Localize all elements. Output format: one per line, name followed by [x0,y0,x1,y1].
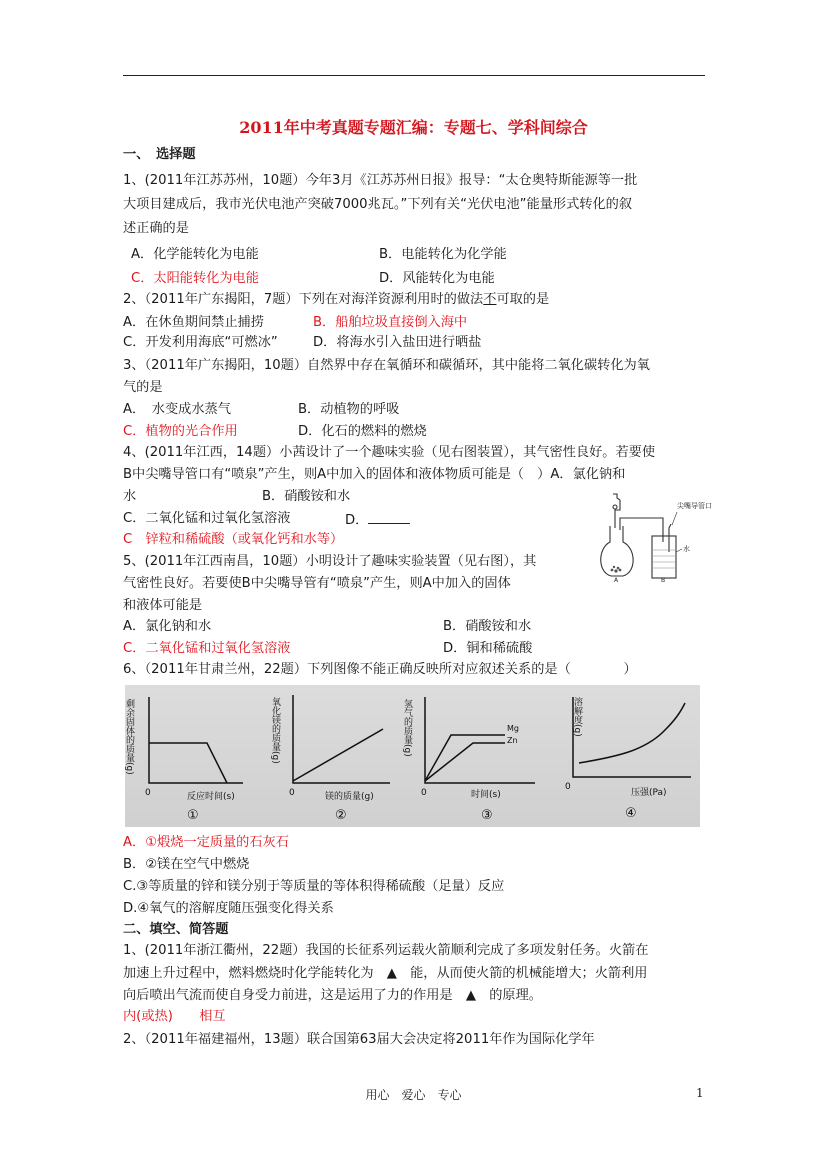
header-rule [123,75,705,76]
page-number: 1 [696,1086,704,1100]
q4-option-b: B．硝酸铵和水 [262,489,351,504]
q3-line2: 气的是 [123,380,163,395]
q5-line1: 5、(2011年江西南昌，10题）小明设计了趣味实验装置（见右图），其 [123,554,537,569]
g4-origin: 0 [565,782,571,792]
q5-line2: 气密性良好。若要使B中尖嘴导管有“喷泉”产生，则A中加入的固体 [123,576,511,591]
q5-option-a: A．氯化钠和水 [123,619,212,634]
g2-number: ② [335,808,347,823]
q4-option-c: C．二氧化锰和过氧化氢溶液 [123,511,291,526]
label-water: 水 [683,545,690,553]
q6-graphs-svg [125,685,700,827]
q1-option-d: D．风能转化为电能 [379,271,495,286]
f1-line2: 加速上升过程中，燃料燃烧时化学能转化为 ▲ 能，从而使火箭的机械能增大；火箭利用 [123,966,648,981]
q2-text-b: 可取的是 [496,292,550,307]
g3-ylabel: 氢气的质量(g) [402,699,412,757]
g3-zn-label: Zn [507,736,518,745]
q2-emphasis: 不 [483,292,497,307]
answer-blank [368,511,410,524]
g2-ylabel: 氧化镁的质量(g) [270,697,280,764]
q6-graphs-figure [125,685,700,827]
q3-line1: 3、（2011年广东揭阳，10题）自然界中存在氧循环和碳循环，其中能将二氧化碳转化为氧 [123,358,650,373]
q6-line1: 6、（2011年甘肃兰州，22题）下列图像不能正确反映所对应叙述关系的是（ ） [123,662,637,677]
q1-line2: 大项目建成后，我市光伏电池产突破7000兆瓦。”下列有关“光伏电池”能量形式转化的叙 [123,197,633,212]
q1-option-c-answer: C．太阳能转化为电能 [131,271,259,286]
label-nozzle: 尖嘴导管口 [677,502,712,510]
g4-number: ④ [625,806,637,821]
label-flask-a: A [614,577,619,582]
q2-option-a: A．在休鱼期间禁止捕捞 [123,315,264,330]
q6-option-d: D.④氧气的溶解度随压强变化得关系 [123,901,334,916]
label-bottle-b: B [661,577,666,582]
g3-number: ③ [481,808,493,823]
q2-option-b-answer: B．船舶垃圾直接倒入海中 [313,315,468,330]
q3-option-d: D．化石的燃料的燃烧 [298,424,427,439]
f1-line1: 1、(2011年浙江衢州，22题）我国的长征系列运载火箭顺利完成了多项发射任务。火箭在 [123,943,649,958]
f1-answer: 内(或热) 相互 [123,1009,226,1024]
g2-origin: 0 [289,788,295,798]
section-heading-choice: 一、 选择题 [123,147,196,162]
q3-option-c-answer: C．植物的光合作用 [123,424,238,439]
q6-option-a-answer: A．①煅烧一定质量的石灰石 [123,835,289,850]
page-footer: 用心 爱心 专心 [365,1088,462,1102]
q4-line1: 4、(2011年江西，14题）小茜设计了一个趣味实验（见右图装置），其气密性良好。若要使 [123,445,656,460]
q1-line3: 述正确的是 [123,221,189,236]
q6-option-c: C.③等质量的锌和镁分别于等质量的等体积得稀硫酸（足量）反应 [123,879,505,894]
g1-origin: 0 [145,788,151,798]
q4-option-d-label: D． [345,513,369,528]
q5-option-c-answer: C．二氧化锰和过氧化氢溶液 [123,641,291,656]
q2-option-d: D．将海水引入盐田进行晒盐 [313,335,482,350]
q3-option-a: A． 水变成水蒸气 [123,402,231,417]
document-title: 2011年中考真题专题汇编：专题七、学科间综合 [239,118,588,137]
g3-mg-label: Mg [507,724,519,733]
q3-option-b: B．动植物的呼吸 [298,402,400,417]
g3-origin: 0 [421,788,427,798]
q5-line3: 和液体可能是 [123,598,203,613]
g1-number: ① [187,808,199,823]
g4-ylabel: 溶解度(g) [572,697,582,737]
g1-xlabel: 反应时间(s) [187,792,235,802]
g2-xlabel: 镁的质量(g) [325,792,374,802]
q5-option-b: B．硝酸铵和水 [443,619,532,634]
g3-xlabel: 时间(s) [471,790,501,800]
f2-line1: 2、（2011年福建福州，13题）联合国第63届大会决定将2011年作为国际化学年 [123,1032,595,1047]
q2-text-a: 2、（2011年广东揭阳，7题）下列在对海洋资源利用时的做法 [123,292,484,307]
q6-option-b: B．②镁在空气中燃烧 [123,857,250,872]
q2-line1 [123,292,549,308]
q2-option-c: C．开发利用海底“可燃冰” [123,335,278,350]
q4-line3a: 水 [123,489,137,504]
q1-option-b: B．电能转化为化学能 [379,247,507,262]
g4-xlabel: 压强(Pa) [631,788,667,798]
q5-option-d: D．铜和稀硫酸 [443,641,533,656]
q4-option-d [345,511,410,529]
g1-ylabel: 剩余固体的质量(g) [125,699,134,775]
f1-line3: 向后喷出气流而使自身受力前进，这是运用了力的作用是 ▲ 的原理。 [123,988,542,1003]
section-heading-fill: 二、填空、简答题 [123,922,229,937]
q4-line2: B中尖嘴导管口有“喷泉”产生，则A中加入的固体和液体物质可能是（ ）A．氯化钠和 [123,467,626,482]
q1-line1: 1、(2011年江苏苏州，10题）今年3月《江苏苏州日报》报导：“太仓奥特斯能源等一批 [123,173,638,188]
q1-option-a: A．化学能转化为电能 [131,247,259,262]
fountain-apparatus-figure [593,490,713,582]
q4-answer: C 锌粒和稀硫酸（或氧化钙和水等） [123,532,344,547]
